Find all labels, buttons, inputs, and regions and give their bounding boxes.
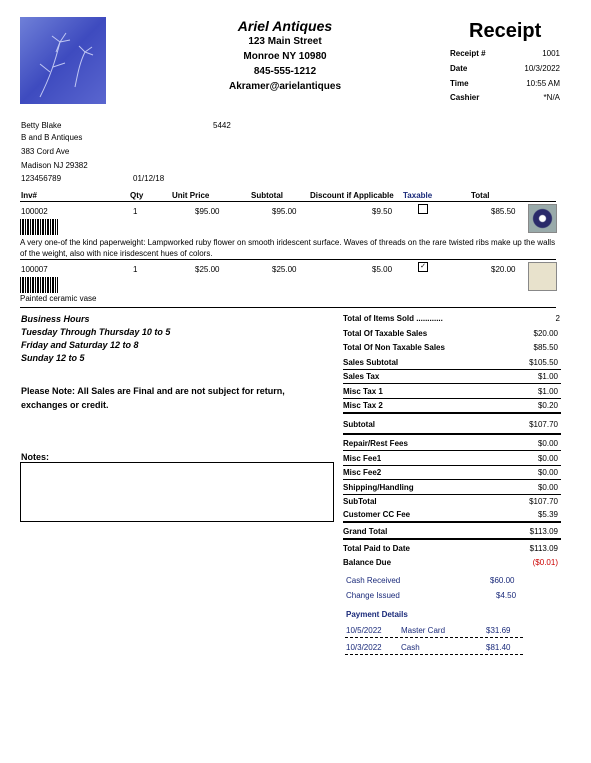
non-taxable-sales-label: Total Of Non Taxable Sales (343, 343, 445, 352)
hours-line-1: Tuesday Through Thursday 10 to 5 (21, 327, 171, 337)
receipt-number-value: 1001 (542, 49, 560, 58)
header-divider (20, 201, 556, 202)
item1-qty: 1 (133, 207, 138, 216)
misc-fee2-label: Misc Fee2 (343, 468, 382, 477)
customer-company: B and B Antiques (21, 133, 83, 142)
totals-divider-2 (343, 383, 561, 384)
misc-tax2-value: $0.20 (537, 401, 558, 410)
hours-line-2: Friday and Saturday 12 to 8 (21, 340, 139, 350)
paid-label: Total Paid to Date (343, 544, 410, 553)
item1-divider (20, 259, 556, 260)
items-sold-value: 2 (555, 314, 560, 323)
col-taxable: Taxable (403, 191, 433, 200)
totals-divider-4 (343, 412, 561, 414)
misc-tax1-label: Misc Tax 1 (343, 387, 383, 396)
change-issued-value: $4.50 (496, 591, 517, 600)
item2-total: $20.00 (491, 265, 516, 274)
misc-tax1-value: $1.00 (537, 387, 558, 396)
shop-header (175, 19, 395, 94)
customer-date: 01/12/18 (133, 174, 165, 183)
notes-label: Notes: (21, 452, 50, 462)
cashier-value: *N/A (543, 93, 560, 102)
item2-discount: $5.00 (372, 265, 393, 274)
misc-fee1-value: $0.00 (537, 454, 558, 463)
totals-divider-6 (343, 450, 561, 451)
customer-street: 383 Cord Ave (21, 147, 70, 156)
shop-email: Akramer@arielantiques (228, 81, 342, 92)
payment1-date: 10/5/2022 (346, 626, 382, 635)
subtotal-label: Subtotal (343, 420, 375, 429)
totals-divider-8 (343, 479, 561, 480)
customer-id: 5442 (213, 121, 231, 130)
taxable-sales-value: $20.00 (533, 329, 558, 338)
items-sold-label: Total of Items Sold ............ (343, 314, 443, 323)
sales-tax-label: Sales Tax (343, 372, 380, 381)
customer-account: 123456789 (21, 174, 62, 183)
payment2-method: Cash (401, 643, 420, 652)
item1-taxable-checkbox[interactable] (418, 204, 428, 214)
item1-thumbnail (528, 204, 557, 233)
sales-subtotal-label: Sales Subtotal (343, 358, 399, 367)
payment-details-title: Payment Details (346, 610, 408, 619)
notes-box[interactable] (20, 462, 334, 522)
sales-note: Please Note: All Sales are Final and are not subject for return, exchanges or credit. (21, 386, 285, 410)
cc-fee-label: Customer CC Fee (343, 510, 411, 519)
receipt-number-label: Receipt # (450, 49, 486, 58)
col-discount: Discount if Applicable (310, 191, 394, 200)
flower-logo-icon (20, 17, 106, 104)
col-qty: Qty (130, 191, 144, 200)
col-inv: Inv# (21, 191, 38, 200)
totals-divider-5 (343, 433, 561, 435)
sales-subtotal-value: $105.50 (529, 358, 558, 367)
sales-tax-value: $1.00 (537, 372, 558, 381)
totals-divider-3 (343, 398, 561, 399)
paid-value: $113.09 (529, 544, 558, 553)
totals-divider-1 (343, 369, 561, 370)
item1-discount: $9.50 (372, 207, 393, 216)
item2-thumbnail (528, 262, 557, 291)
shop-logo (20, 17, 106, 104)
shipping-value: $0.00 (537, 483, 558, 492)
subtotal-value: $107.70 (529, 420, 558, 429)
shop-name: Ariel Antiques (237, 18, 333, 34)
shop-phone: 845-555-1212 (253, 66, 317, 77)
misc-fee1-label: Misc Fee1 (343, 454, 382, 463)
col-total: Total (471, 191, 490, 200)
repair-fees-label: Repair/Rest Fees (343, 439, 408, 448)
sub-total-label: SubTotal (343, 497, 377, 506)
payment-divider-2 (345, 654, 523, 655)
cash-received-value: $60.00 (490, 576, 515, 585)
item1-total: $85.50 (491, 207, 516, 216)
item1-unit-price: $95.00 (195, 207, 220, 216)
item2-taxable-checkbox[interactable]: ✓ (418, 262, 428, 272)
cashier-label: Cashier (450, 93, 480, 102)
time-value: 10:55 AM (526, 79, 560, 88)
receipt-title: Receipt (469, 20, 542, 42)
payment2-date: 10/3/2022 (346, 643, 382, 652)
cc-fee-value: $5.39 (537, 510, 558, 519)
date-value: 10/3/2022 (524, 64, 560, 73)
cash-received-label: Cash Received (346, 576, 401, 585)
item2-subtotal: $25.00 (272, 265, 297, 274)
hours-line-3: Sunday 12 to 5 (21, 353, 85, 363)
item2-inv: 100007 (21, 265, 48, 274)
payment1-amount: $31.69 (486, 626, 511, 635)
item2-description: Painted ceramic vase (20, 294, 97, 303)
business-hours-title: Business Hours (21, 314, 90, 324)
item2-unit-price: $25.00 (195, 265, 220, 274)
customer-city: Madison NJ 29382 (21, 161, 88, 170)
misc-tax2-label: Misc Tax 2 (343, 401, 383, 410)
items-bottom-divider (20, 307, 556, 308)
item2-qty: 1 (133, 265, 138, 274)
balance-value: ($0.01) (532, 558, 558, 567)
item2-barcode (20, 277, 58, 293)
change-issued-label: Change Issued (346, 591, 400, 600)
totals-divider-9 (343, 494, 561, 495)
item1-subtotal: $95.00 (272, 207, 297, 216)
totals-divider-10 (343, 521, 561, 523)
balance-label: Balance Due (343, 558, 392, 567)
totals-divider-7 (343, 465, 561, 466)
taxable-sales-label: Total Of Taxable Sales (343, 329, 428, 338)
customer-name: Betty Blake (21, 121, 62, 130)
non-taxable-sales-value: $85.50 (533, 343, 558, 352)
sub-total-value: $107.70 (529, 497, 558, 506)
date-label: Date (450, 64, 468, 73)
item1-description: A very one-of the kind paperweight: Lampworked ruby flower on smooth iridescent surface. Waves of threads on the rare twisted ribs make up the walls of the weight, also with nice irisdescent hues of colors. (20, 238, 556, 258)
item1-inv: 100002 (21, 207, 48, 216)
shop-street: 123 Main Street (248, 36, 322, 47)
shipping-label: Shipping/Handling (343, 483, 414, 492)
totals-divider-11 (343, 538, 561, 540)
grand-total-value: $113.09 (529, 527, 558, 536)
shop-city: Monroe NY 10980 (243, 51, 327, 62)
item1-barcode (20, 219, 58, 235)
repair-fees-value: $0.00 (537, 439, 558, 448)
col-unit-price: Unit Price (172, 191, 210, 200)
time-label: Time (450, 79, 469, 88)
misc-fee2-value: $0.00 (537, 468, 558, 477)
payment-divider-1 (345, 637, 523, 638)
grand-total-label: Grand Total (343, 527, 388, 536)
payment2-amount: $81.40 (486, 643, 511, 652)
payment1-method: Master Card (401, 626, 446, 635)
col-subtotal: Subtotal (251, 191, 283, 200)
